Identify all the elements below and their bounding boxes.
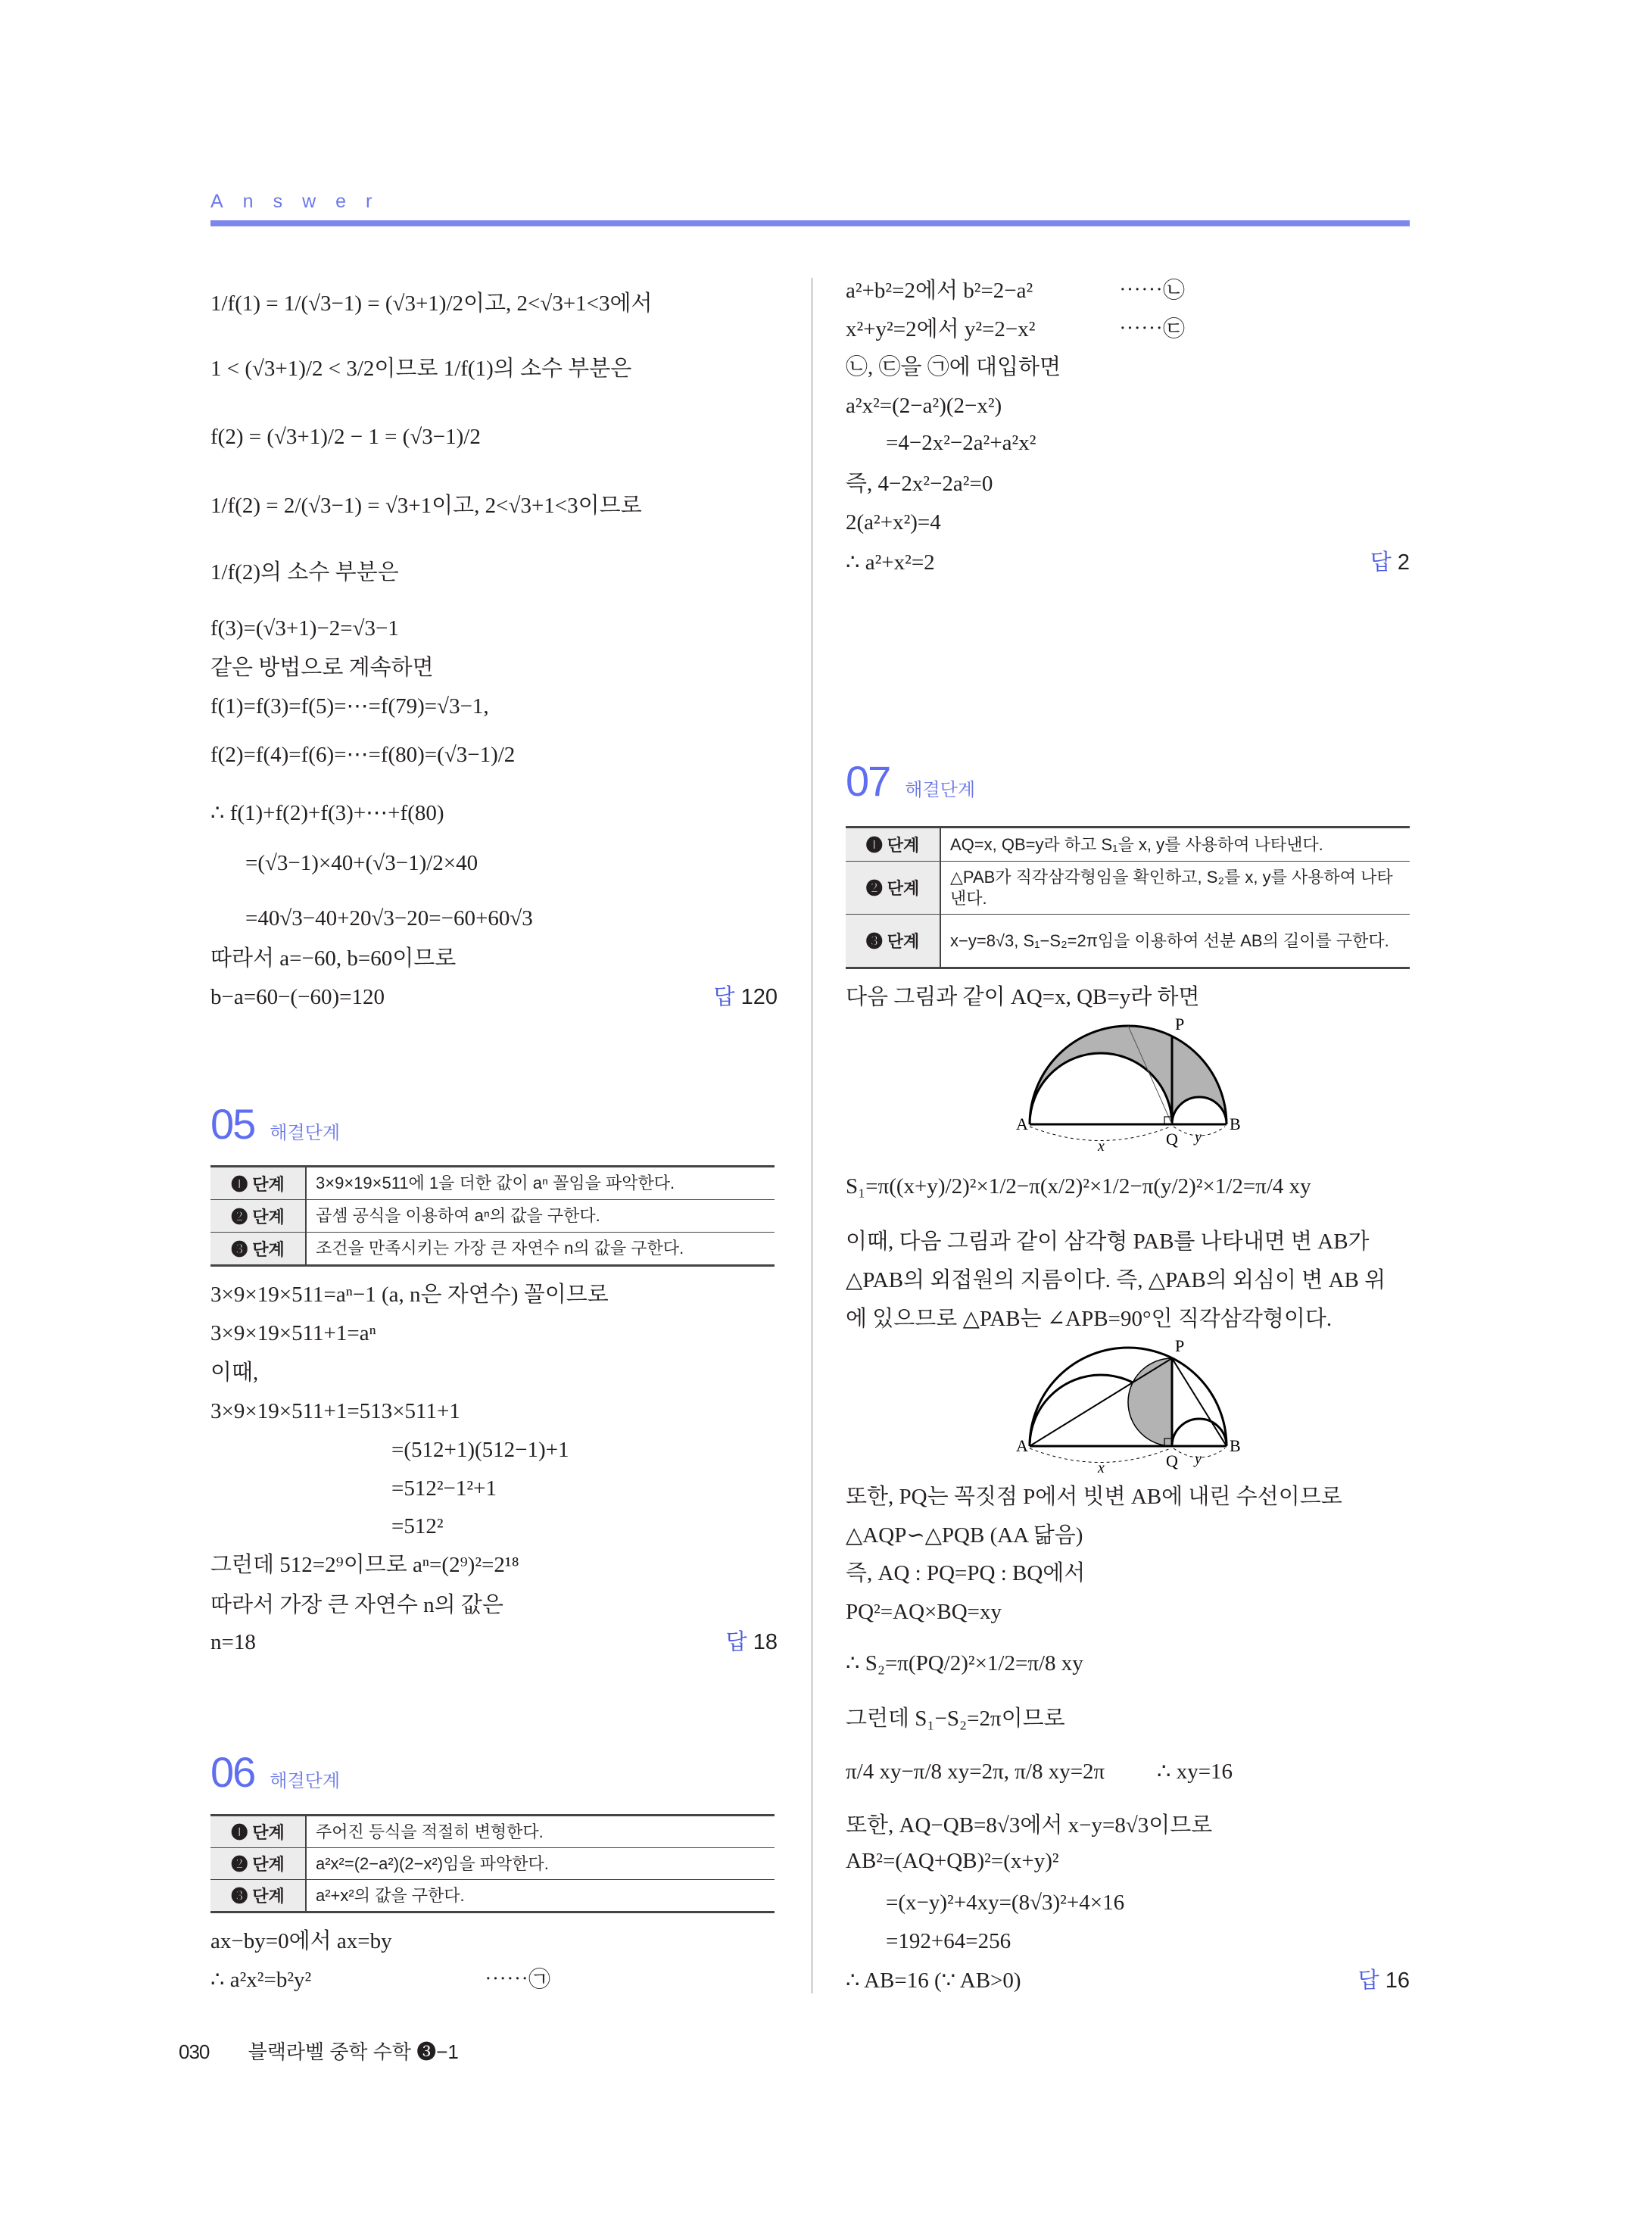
solution-line: 다음 그림과 같이 AQ=x, QB=y라 하면 [846, 985, 1200, 1009]
label-q: Q [1166, 1451, 1178, 1470]
label-x: x [1098, 1460, 1105, 1476]
solution-line: AB²=(AQ+QB)²=(x+y)² [846, 1849, 1059, 1873]
step-description: 조건을 만족시키는 가장 큰 자연수 n의 값을 구한다. [316, 1239, 684, 1258]
solution-line: ∴ xy=16 [1157, 1760, 1233, 1784]
solution-line: =(x−y)²+4xy=(8√3)²+4×16 [886, 1891, 1125, 1915]
answer-badge [1358, 1967, 1410, 1994]
solution-line: x²+y²=2에서 y²=2−x² [846, 317, 1036, 341]
solution-line: =40√3−40+20√3−20=−60+60√3 [245, 906, 533, 930]
header-rule [210, 220, 1410, 226]
solution-line: f(3)=(√3+1)−2=√3−1 [210, 616, 399, 641]
solution-line: 그런데 512=2⁹이므로 aⁿ=(2⁹)²=2¹⁸ [210, 1553, 519, 1577]
step-label: ❷ 단계 [210, 1848, 307, 1879]
section-number: 05 [210, 1100, 255, 1148]
answer-badge [714, 983, 778, 1011]
solution-line: f(2) = (√3+1)/2 − 1 = (√3−1)/2 [210, 425, 481, 449]
solution-line: ∴ AB=16 (∵ AB>0) [846, 1968, 1021, 1993]
solution-line: =512²−1²+1 [391, 1476, 497, 1501]
answer-prefix: 답 [1370, 550, 1392, 575]
answer-badge [726, 1629, 778, 1656]
answer-value: 2 [1397, 550, 1410, 575]
steps-table-06 [210, 1814, 775, 1913]
step-label: ❶ 단계 [210, 1816, 307, 1847]
answer-header: Answer [210, 191, 392, 212]
solution-line: 따라서 a=−60, b=60이므로 [210, 946, 457, 971]
label-b: B [1230, 1114, 1241, 1133]
solution-line: ∴ S₂=π(PQ/2)²×1/2=π/8 xy [846, 1651, 1083, 1675]
label-y: y [1195, 1451, 1202, 1467]
solution-line: PQ²=AQ×BQ=xy [846, 1600, 1002, 1624]
section-07-header [846, 756, 975, 806]
solution-line: a²+b²=2에서 b²=2−a² [846, 279, 1033, 303]
solution-line: △PAB의 외접원의 지름이다. 즉, △PAB의 외심이 변 AB 위 [846, 1268, 1386, 1292]
page-number: 030 [179, 2040, 210, 2063]
solution-line: 1 < (√3+1)/2 < 3/2이므로 1/f(1)의 소수 부분은 [210, 357, 632, 381]
section-number: 06 [210, 1748, 255, 1796]
section-05-header [210, 1099, 340, 1149]
answer-value: 18 [753, 1630, 778, 1654]
label-a: A [1016, 1436, 1028, 1455]
step-label: ❸ 단계 [210, 1880, 307, 1911]
solution-line: 에 있으므로 △PAB는 ∠APB=90°인 직각삼각형이다. [846, 1307, 1333, 1331]
solution-line: =192+64=256 [886, 1929, 1011, 1953]
answer-value: 16 [1385, 1968, 1410, 1993]
shaded-region-s1 [1030, 1026, 1227, 1124]
solution-line: 이때, [210, 1361, 259, 1385]
segment-bp [1172, 1358, 1227, 1446]
solution-line: f(1)=f(3)=f(5)=⋯=f(79)=√3−1, [210, 694, 489, 719]
page-footer [179, 2037, 459, 2065]
solution-line: f(2)=f(4)=f(6)=⋯=f(80)=(√3−1)/2 [210, 743, 516, 767]
label-p: P [1175, 1336, 1185, 1355]
answer-value: 120 [740, 985, 778, 1009]
step-label: ❸ 단계 [210, 1233, 307, 1264]
semicircle-figure-1 [1015, 1015, 1242, 1158]
solution-line: 1/f(2)의 소수 부분은 [210, 560, 399, 584]
solution-line: 즉, AQ : PQ=PQ : BQ에서 [846, 1561, 1086, 1585]
label-y: y [1195, 1129, 1202, 1146]
solution-line: 3×9×19×511+1=513×511+1 [210, 1399, 460, 1423]
step-label: ❷ 단계 [846, 862, 941, 914]
solution-line: b−a=60−(−60)=120 [210, 985, 385, 1009]
step-description: a²x²=(2−a²)(2−x²)임을 파악한다. [316, 1853, 549, 1873]
step-description: 주어진 등식을 적절히 변형한다. [316, 1822, 544, 1841]
label-b: B [1230, 1436, 1241, 1455]
solution-line: 즉, 4−2x²−2a²=0 [846, 472, 993, 496]
solution-line: △AQP∽△PQB (AA 닮음) [846, 1523, 1083, 1548]
solution-line: ∴ f(1)+f(2)+f(3)+⋯+f(80) [210, 801, 444, 825]
label-x: x [1098, 1138, 1105, 1155]
label-q: Q [1166, 1130, 1178, 1149]
solution-line: π/4 xy−π/8 xy=2π, π/8 xy=2π [846, 1760, 1105, 1784]
solution-line: =512² [391, 1514, 444, 1538]
solution-line: 같은 방법으로 계속하면 [210, 656, 434, 680]
section-label: 해결단계 [270, 1123, 341, 1143]
step-label: ❶ 단계 [846, 828, 941, 861]
solution-line: =4−2x²−2a²+a²x² [886, 431, 1036, 455]
answer-prefix: 답 [725, 1630, 747, 1654]
solution-line: =(512+1)(512−1)+1 [391, 1438, 569, 1462]
semicircle-figure-2 [1015, 1336, 1242, 1480]
step-description: a²+x²의 값을 구한다. [316, 1885, 465, 1905]
step-description: x−y=8√3, S₁−S₂=2π임을 이용하여 선분 AB의 길이를 구한다. [950, 930, 1389, 950]
label-p: P [1175, 1015, 1185, 1033]
answer-badge [1370, 549, 1410, 576]
s1-equation: S₁=π((x+y)/2)²×1/2−π(x/2)²×1/2−π(y/2)²×1/2=π/4 xy [846, 1174, 1311, 1199]
solution-line: 2(a²+x²)=4 [846, 510, 941, 535]
solution-line: 따라서 가장 큰 자연수 n의 값은 [210, 1593, 503, 1617]
label-a: A [1016, 1114, 1028, 1133]
step-label: ❷ 단계 [210, 1200, 307, 1232]
section-number: 07 [846, 757, 890, 805]
equation-marker: ⋯⋯㉢ [1119, 317, 1186, 341]
equation-marker: ⋯⋯㉠ [485, 1968, 551, 1992]
solution-line: ∴ a²+x²=2 [846, 550, 935, 575]
book-title: 블랙라벨 중학 수학 ❸−1 [248, 2040, 459, 2063]
solution-line: ∴ a²x²=b²y² [210, 1968, 312, 1992]
solution-line: 3×9×19×511+1=aⁿ [210, 1321, 376, 1345]
solution-line: 3×9×19×511=aⁿ−1 (a, n은 자연수) 꼴이므로 [210, 1283, 609, 1307]
solution-line: 또한, AQ−QB=8√3에서 x−y=8√3이므로 [846, 1813, 1213, 1838]
solution-line: 또한, PQ는 꼭짓점 P에서 빗변 AB에 내린 수선이므로 [846, 1485, 1342, 1509]
step-description: △PAB가 직각삼각형임을 확인하고, S₂를 x, y를 사용하여 나타낸다. [950, 867, 1393, 908]
answer-prefix: 답 [713, 985, 735, 1009]
solution-line: ax−by=0에서 ax=by [210, 1929, 392, 1953]
solution-line: 이때, 다음 그림과 같이 삼각형 PAB를 나타내면 변 AB가 [846, 1230, 1370, 1254]
solution-line: =(√3−1)×40+(√3−1)/2×40 [245, 851, 478, 875]
step-description: 곱셈 공식을 이용하여 aⁿ의 값을 구한다. [316, 1206, 600, 1225]
section-label: 해결단계 [905, 780, 976, 800]
step-label: ❶ 단계 [210, 1167, 307, 1199]
step-description: AQ=x, QB=y라 하고 S₁을 x, y를 사용하여 나타낸다. [950, 834, 1323, 854]
section-06-header [210, 1747, 340, 1797]
solution-line: 1/f(2) = 2/(√3−1) = √3+1이고, 2<√3+1<3이므로 [210, 494, 642, 518]
solution-line: ㉡, ㉢을 ㉠에 대입하면 [846, 355, 1061, 379]
section-label: 해결단계 [270, 1771, 341, 1791]
solution-line: n=18 [210, 1630, 256, 1654]
equation-marker: ⋯⋯㉡ [1119, 279, 1186, 303]
solution-line: a²x²=(2−a²)(2−x²) [846, 394, 1002, 418]
step-description: 3×9×19×511에 1을 더한 값이 aⁿ 꼴임을 파악한다. [316, 1174, 675, 1192]
steps-table-07 [846, 826, 1410, 969]
step-label: ❸ 단계 [846, 915, 941, 967]
answer-prefix: 답 [1357, 1968, 1379, 1993]
solution-line: 그런데 S₁−S₂=2π이므로 [846, 1707, 1065, 1731]
steps-table-05 [210, 1165, 775, 1267]
solution-line: 1/f(1) = 1/(√3−1) = (√3+1)/2이고, 2<√3+1<3에서 [210, 291, 653, 316]
